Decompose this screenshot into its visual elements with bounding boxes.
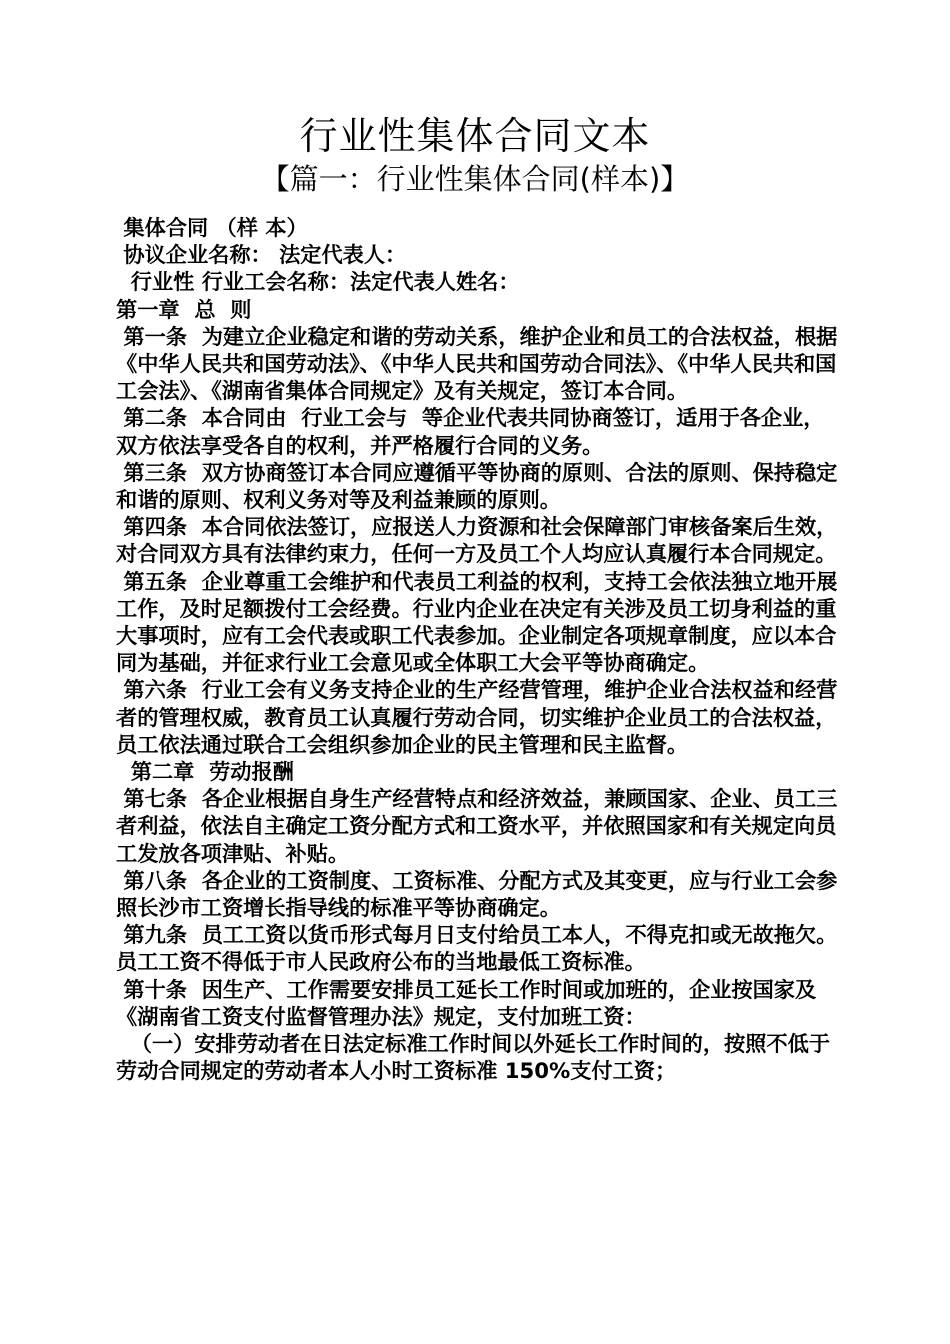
party-enterprise-line: 协议企业名称： 法定代表人：: [116, 242, 407, 268]
article-7: 第七条 各企业根据自身生产经营特点和经济效益，兼顾国家、企业、员工三者利益，依法自主确定工资分配方式和工资水平，并依照国家和有关规定向员工发放各项津贴、补贴。: [116, 786, 838, 866]
article-2: 第二条 本合同由 行业工会与 等企业代表共同协商签订，适用于各企业，双方依法享受各自的权利，并严格履行合同的义务。: [116, 405, 825, 458]
chapter-heading-1: 第一章 总 则: [116, 296, 252, 322]
article-9: 第九条 员工工资以货币形式每月日支付给员工本人，不得克扣或无故拖欠。员工工资不得低于市人民政府公布的当地最低工资标准。: [116, 922, 838, 975]
document-body: [116, 214, 838, 1085]
chapter-heading-2: 第二章 劳动报酬: [116, 759, 294, 785]
article-10: 第十条 因生产、工作需要安排员工延长工作时间或加班的，企业按国家及《湖南省工资支付监督管理办法》规定，支付加班工资：: [116, 976, 817, 1029]
article-6: 第六条 行业工会有义务支持企业的生产经营管理，维护企业合法权益和经营者的管理权威，教育员工认真履行劳动合同，切实维护企业员工的合法权益，员工依法通过联合工会组织参加企业的民主管理和民主监督。: [116, 677, 838, 757]
party-union-line: 行业性 行业工会名称：法定代表人姓名：: [116, 269, 520, 295]
contract-heading: 集体合同 （样 本）: [116, 215, 308, 240]
article-5: 第五条 企业尊重工会维护和代表员工利益的权利，支持工会依法独立地开展工作，及时足额拨付工会经费。行业内企业在决定有关涉及员工切身利益的重大事项时，应有工会代表或职工代表参加。企业制定各项规章制度，应以本合同为基础，并征求行业工会意见或全体职工大会平等协商确定。: [116, 568, 838, 676]
article-4: 第四条 本合同依法签订，应报送人力资源和社会保障部门审核备案后生效，对合同双方具有法律约束力，任何一方及员工个人均应认真履行本合同规定。: [116, 514, 838, 567]
document-subtitle: 【篇一：行业性集体合同(样本)】: [260, 162, 690, 196]
article-1: 第一条 为建立企业稳定和谐的劳动关系，维护企业和员工的合法权益，根据《中华人民共和国劳动法》、《中华人民共和国劳动合同法》、《中华人民共和国工会法》、《湖南省集体合同规定》及有关规定，签订本合同。: [116, 323, 838, 404]
document-title: 行业性集体合同文本: [299, 114, 651, 158]
article-10-item-1: （一）安排劳动者在日法定标准工作时间以外延长工作时间的，按照不低于劳动合同规定的劳动者本人小时工资标准 150%支付工资；: [116, 1031, 830, 1084]
article-3: 第三条 双方协商签订本合同应遵循平等协商的原则、合法的原则、保持稳定和谐的原则、权利义务对等及利益兼顾的原则。: [116, 459, 838, 513]
article-8: 第八条 各企业的工资制度、工资标准、分配方式及其变更，应与行业工会参照长沙市工资增长指导线的标准平等协商确定。: [116, 867, 838, 921]
